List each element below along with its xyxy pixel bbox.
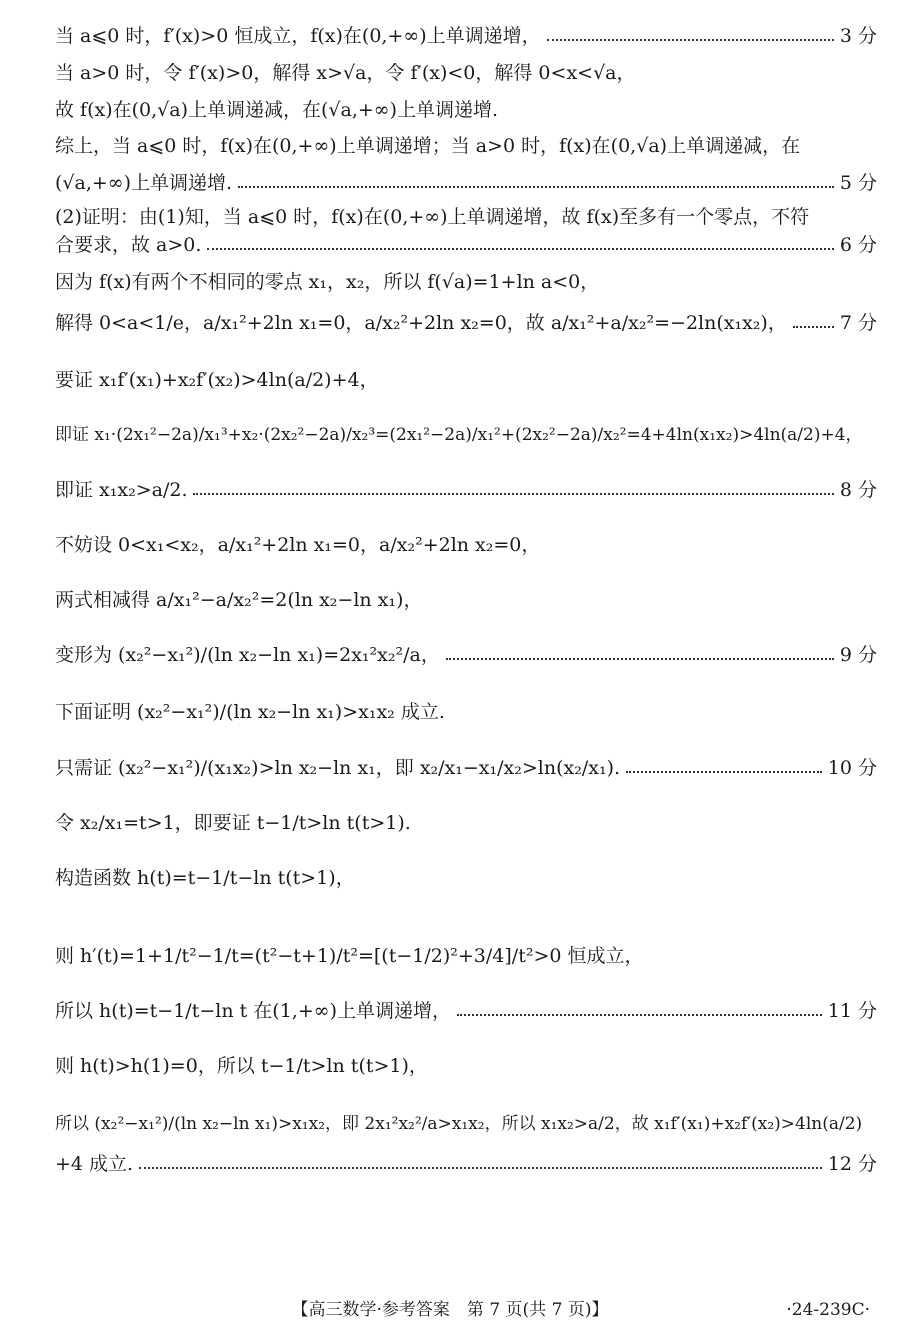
score-mark: 6 分 bbox=[839, 234, 877, 256]
leader-dots bbox=[446, 658, 834, 660]
footer-title: 【高三数学·参考答案 第 7 页(共 7 页)】 bbox=[291, 1300, 609, 1320]
leader-dots bbox=[193, 493, 833, 495]
solution-line bbox=[55, 97, 877, 123]
leader-dots bbox=[457, 1014, 822, 1016]
solution-line bbox=[55, 422, 877, 448]
score-mark: 9 分 bbox=[839, 644, 877, 666]
line-text: 所以 (x₂²−x₁²)/(ln x₂−ln x₁)>x₁x₂，即 2x₁²x₂²/a>x₁x₂，所以 x₁x₂>a/2，故 x₁f′(x₁)+x₂f′(x₂)>4ln(a/2) bbox=[55, 1114, 863, 1134]
score-mark: 7 分 bbox=[839, 312, 877, 334]
score-mark: 10 分 bbox=[827, 757, 877, 779]
leader-dots bbox=[207, 248, 833, 250]
line-text: 所以 h(t)=t−1/t−ln t 在(1,+∞)上单调递增， bbox=[55, 1000, 451, 1022]
score-mark: 5 分 bbox=[839, 172, 877, 194]
score-mark: 8 分 bbox=[839, 479, 877, 501]
line-text: 合要求，故 a>0. bbox=[55, 234, 202, 256]
score-mark: 11 分 bbox=[827, 1000, 877, 1022]
solution-line bbox=[55, 810, 877, 836]
line-text: 即证 x₁·(2x₁²−2a)/x₁³+x₂·(2x₂²−2a)/x₂³=(2x₁²−2a)/x₁²+(2x₂²−2a)/x₂²=4+4ln(x₁x₂)>4ln(a/2)+4， bbox=[55, 425, 863, 445]
solution-line bbox=[55, 532, 877, 558]
line-text: 则 h′(t)=1+1/t²−1/t=(t²−t+1)/t²=[(t−1/2)²+3/4]/t²>0 恒成立， bbox=[55, 945, 644, 967]
line-text: 不妨设 0<x₁<x₂，a/x₁²+2ln x₁=0，a/x₂²+2ln x₂=0， bbox=[55, 534, 541, 556]
score-mark: 3 分 bbox=[839, 25, 877, 47]
line-text: 即证 x₁x₂>a/2. bbox=[55, 479, 188, 501]
leader-dots bbox=[793, 326, 834, 328]
line-text: 令 x₂/x₁=t>1，即要证 t−1/t>ln t(t>1). bbox=[55, 812, 411, 834]
line-text: 要证 x₁f′(x₁)+x₂f′(x₂)>4ln(a/2)+4， bbox=[55, 369, 379, 391]
leader-dots bbox=[139, 1167, 822, 1169]
line-text: +4 成立. bbox=[55, 1153, 134, 1175]
leader-dots bbox=[547, 39, 834, 41]
solution-line bbox=[55, 269, 877, 295]
line-text: 解得 0<a<1/e，a/x₁²+2ln x₁=0，a/x₂²+2ln x₂=0，故 a/x₁²+a/x₂²=−2ln(x₁x₂)， bbox=[55, 312, 787, 334]
line-text: 因为 f(x)有两个不相同的零点 x₁，x₂，所以 f(√a)=1+ln a<0， bbox=[55, 271, 600, 293]
solution-line bbox=[55, 699, 877, 725]
solution-line bbox=[55, 755, 877, 781]
solution-line bbox=[55, 587, 877, 613]
solution-line bbox=[55, 310, 877, 336]
line-text: 变形为 (x₂²−x₁²)/(ln x₂−ln x₁)=2x₁²x₂²/a， bbox=[55, 644, 440, 666]
line-text: (2)证明：由(1)知，当 a⩽0 时，f(x)在(0,+∞)上单调递增，故 f(x)至多有一个零点，不符 bbox=[55, 206, 810, 228]
solution-line bbox=[55, 232, 877, 258]
leader-dots bbox=[238, 186, 834, 188]
line-text: 综上，当 a⩽0 时，f(x)在(0,+∞)上单调递增；当 a>0 时，f(x)在(0,√a)上单调递减，在 bbox=[55, 135, 801, 157]
line-text: 只需证 (x₂²−x₁²)/(x₁x₂)>ln x₂−ln x₁，即 x₂/x₁−x₁/x₂>ln(x₂/x₁). bbox=[55, 757, 621, 779]
line-text: 故 f(x)在(0,√a)上单调递减，在(√a,+∞)上单调递增. bbox=[55, 99, 499, 121]
solution-line bbox=[55, 1053, 877, 1079]
solution-line bbox=[55, 170, 877, 196]
footer-code: ·24-239C· bbox=[786, 1300, 870, 1320]
solution-line bbox=[55, 133, 877, 159]
solution-line bbox=[55, 642, 877, 668]
line-text: 两式相减得 a/x₁²−a/x₂²=2(ln x₂−ln x₁)， bbox=[55, 589, 423, 611]
solution-line bbox=[55, 865, 877, 891]
solution-line bbox=[55, 367, 877, 393]
solution-line bbox=[55, 204, 877, 230]
line-text: 下面证明 (x₂²−x₁²)/(ln x₂−ln x₁)>x₁x₂ 成立. bbox=[55, 701, 445, 723]
solution-line bbox=[55, 943, 877, 969]
line-text: 当 a⩽0 时，f′(x)>0 恒成立，f(x)在(0,+∞)上单调递增， bbox=[55, 25, 541, 47]
line-text: 构造函数 h(t)=t−1/t−ln t(t>1)， bbox=[55, 867, 355, 889]
solution-line bbox=[55, 23, 877, 49]
solution-line bbox=[55, 60, 877, 86]
solution-line bbox=[55, 998, 877, 1024]
solution-line bbox=[55, 1151, 877, 1177]
line-text: (√a,+∞)上单调递增. bbox=[55, 172, 233, 194]
solution-line bbox=[55, 1111, 877, 1137]
line-text: 则 h(t)>h(1)=0，所以 t−1/t>ln t(t>1)， bbox=[55, 1055, 428, 1077]
score-mark: 12 分 bbox=[827, 1153, 877, 1175]
line-text: 当 a>0 时，令 f′(x)>0，解得 x>√a，令 f′(x)<0，解得 0<x<√a， bbox=[55, 62, 636, 84]
solution-line bbox=[55, 477, 877, 503]
leader-dots bbox=[626, 771, 822, 773]
